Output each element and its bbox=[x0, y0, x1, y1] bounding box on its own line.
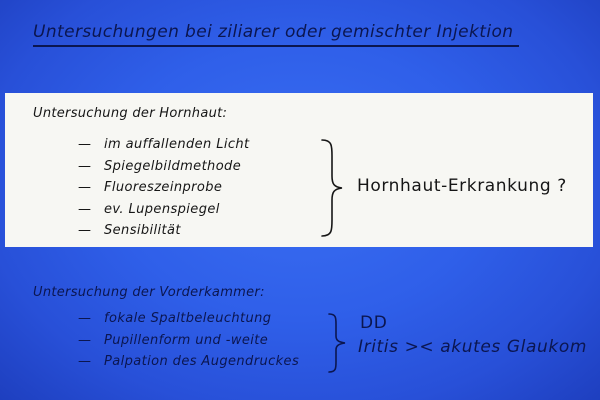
list-item bbox=[78, 199, 250, 221]
dash-marker: — bbox=[78, 332, 92, 348]
dash-marker: — bbox=[78, 223, 92, 238]
list-item bbox=[78, 330, 299, 352]
cornea-brace-icon bbox=[318, 138, 348, 238]
list-item-label: Spiegelbildmethode bbox=[104, 158, 242, 174]
chamber-item-list bbox=[78, 308, 299, 373]
list-item-label: Palpation des Augendruckes bbox=[104, 354, 300, 369]
dash-marker: — bbox=[78, 311, 92, 326]
dash-marker: — bbox=[78, 158, 92, 174]
chamber-brace-icon bbox=[326, 312, 350, 374]
list-item bbox=[78, 134, 250, 156]
dash-marker: — bbox=[78, 201, 92, 217]
list-item-label: fokale Spaltbeleuchtung bbox=[104, 311, 272, 326]
list-item-label: ev. Lupenspiegel bbox=[104, 201, 220, 217]
list-item-label: Sensibilität bbox=[104, 223, 181, 238]
slide-title: Untersuchungen bei ziliarer oder gemischter Injektion bbox=[33, 22, 514, 42]
dash-marker: — bbox=[78, 137, 92, 152]
chamber-conclusion-dd: DD bbox=[360, 313, 388, 333]
list-item-label: Fluoreszeinprobe bbox=[104, 180, 223, 195]
chamber-conclusion-differential: Iritis >< akutes Glaukom bbox=[358, 337, 587, 357]
cornea-item-list bbox=[78, 134, 250, 242]
list-item-label: Pupillenform und -weite bbox=[104, 332, 269, 348]
dash-marker: — bbox=[78, 354, 92, 369]
list-item bbox=[78, 156, 250, 178]
list-item-label: im auffallenden Licht bbox=[104, 137, 250, 152]
cornea-heading: Untersuchung der Hornhaut: bbox=[33, 106, 228, 121]
list-item bbox=[78, 351, 299, 373]
dash-marker: — bbox=[78, 180, 92, 195]
list-item bbox=[78, 177, 250, 199]
list-item bbox=[78, 308, 299, 330]
list-item bbox=[78, 220, 250, 242]
chamber-heading: Untersuchung der Vorderkammer: bbox=[33, 285, 265, 300]
title-underline bbox=[33, 45, 519, 47]
cornea-conclusion: Hornhaut-Erkrankung ? bbox=[357, 176, 567, 196]
